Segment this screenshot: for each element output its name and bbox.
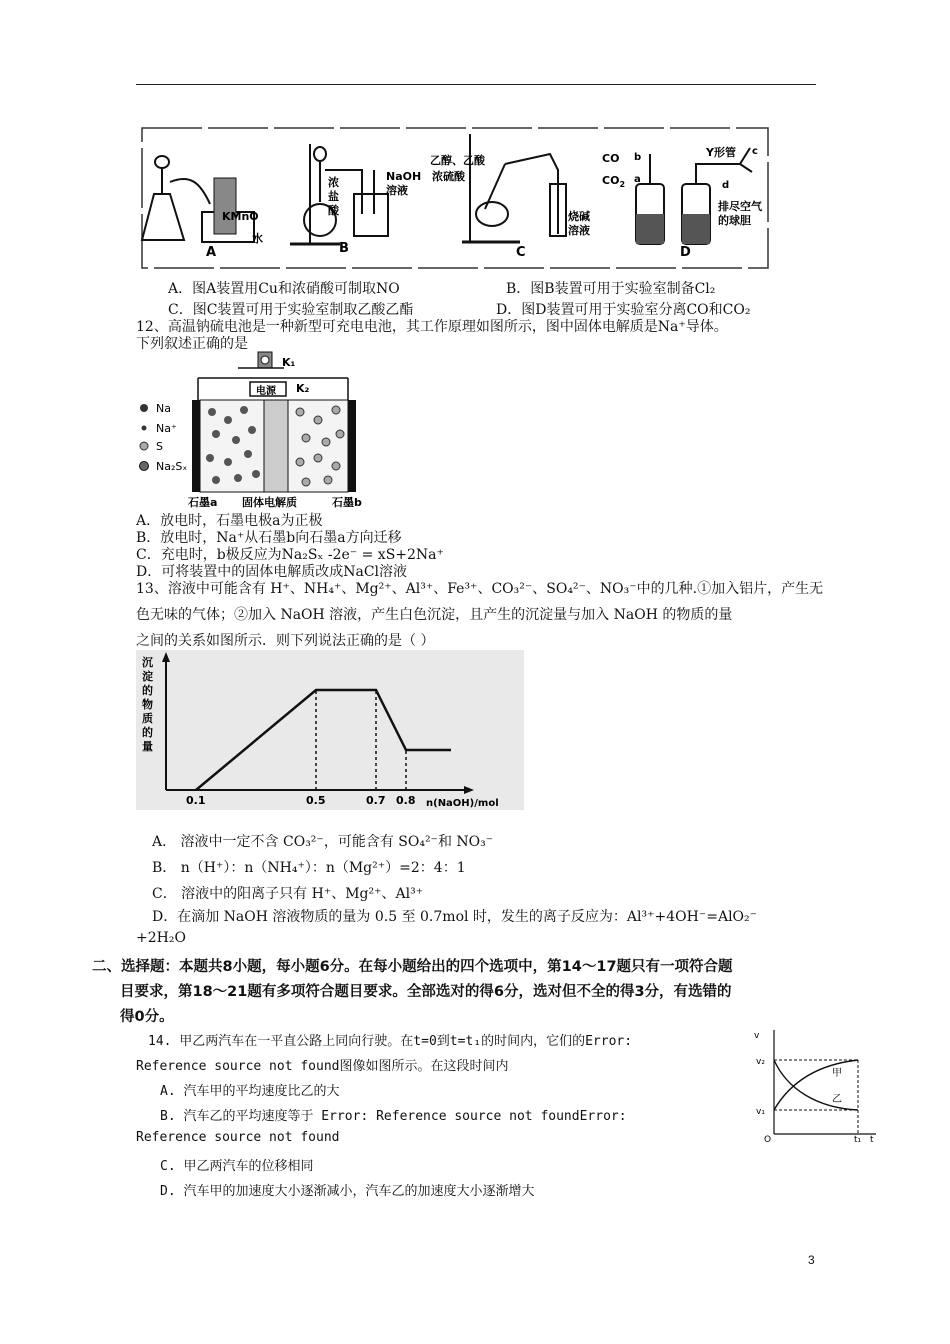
q13-x-label: n(NaOH)/mol (426, 798, 499, 809)
section2-line2: 目要求，第18～21题有多项符合题目要求。全部选对的得6分，选对但不全的得3分，有选错的 (120, 984, 732, 1000)
q13-chart (136, 650, 524, 810)
q12-option-a: A．放电时，石墨电极a为正极 (136, 513, 323, 529)
svg-text:酸: 酸 (328, 204, 339, 217)
q12-stem-line2: 下列叙述正确的是 (136, 336, 248, 352)
svg-text:盐: 盐 (328, 190, 339, 203)
q12-option-c: C．充电时，b极反应为Na₂Sₓ -2e⁻ = xS+2Na⁺ (136, 547, 444, 563)
apparatus-c (430, 134, 591, 260)
svg-text:石墨b: 石墨b (332, 496, 362, 509)
svg-text:Na: Na (156, 402, 171, 415)
svg-text:d: d (722, 180, 730, 191)
q14-curve-yi (774, 1060, 858, 1110)
svg-text:CO: CO (602, 152, 620, 165)
q12-option-b: B．放电时，Na⁺从石墨b向石墨a方向迁移 (136, 530, 402, 546)
q12-option-d: D．可将装置中的固体电解质改成NaCl溶液 (136, 564, 408, 580)
svg-text:b: b (634, 152, 642, 163)
q14-option-b-line1: B. 汽车乙的平均速度等于 Error: Reference source not foundError: (160, 1109, 627, 1124)
q13-y-label: 沉淀的物质的量 (142, 656, 153, 753)
q13-option-d: D．在滴加 NaOH 溶液物质的量为 0.5 至 0.7mol 时，发生的离子反应为：Al³⁺+4OH⁻=AlO₂⁻ (152, 909, 758, 925)
q12-stem-line1: 12、高温钠硫电池是一种新型可充电电池，其工作原理如图所示，图中固体电解质是Na⁺导体。 (136, 319, 728, 335)
q13-x-tick-label: 0.8 (396, 794, 416, 807)
svg-text:排尽空气: 排尽空气 (718, 200, 762, 213)
svg-text:v₂: v₂ (756, 1057, 765, 1067)
svg-text:Y形管: Y形管 (706, 146, 736, 159)
svg-text:电源: 电源 (256, 386, 276, 397)
svg-text:的球胆: 的球胆 (718, 214, 751, 227)
svg-text:浓硫酸: 浓硫酸 (432, 170, 465, 183)
svg-text:KMnO: KMnO (222, 210, 259, 223)
svg-text:C: C (516, 245, 526, 260)
q13-x-tick-label: 0.5 (306, 794, 326, 807)
svg-text:B: B (339, 241, 349, 256)
apparatus-b (290, 144, 421, 256)
q14-stem-line1: 14. 甲乙两汽车在一平直公路上同向行驶。在t=0到t=t₁的时间内，它们的Error: (148, 1034, 633, 1049)
svg-text:石墨a: 石墨a (188, 496, 218, 509)
svg-text:固体电解质: 固体电解质 (242, 496, 297, 509)
q11-option-d: D．图D装置可用于实验室分离CO和CO₂ (496, 302, 751, 318)
svg-text:NaOH: NaOH (386, 170, 422, 183)
svg-text:t: t (870, 1135, 874, 1142)
section2-line1: 二、选择题：本题共8小题，每小题6分。在每小题给出的四个选项中，第14～17题只有一项符合题 (92, 959, 733, 975)
q13-x-tick-label: 0.1 (186, 794, 206, 807)
q11-option-c: C．图C装置可用于实验室制取乙酸乙酯 (168, 302, 414, 318)
apparatus-d (602, 145, 763, 260)
q13-option-d-cont: +2H₂O (136, 930, 186, 946)
q12-battery-figure (136, 350, 376, 510)
q13-stem-line1: 13、溶液中可能含有 H⁺、NH₄⁺、Mg²⁺、Al³⁺、Fe³⁺、CO₃²⁻、SO₄²⁻、NO₃⁻中的几种.①加入铝片，产生无 (136, 581, 824, 597)
q13-option-a: A． 溶液中一定不含 CO₃²⁻，可能含有 SO₄²⁻和 NO₃⁻ (152, 834, 494, 850)
q14-stem-line2: Reference source not found图像如图所示。在这段时间内 (136, 1059, 509, 1074)
svg-text:CO2: $CO_2$ (602, 174, 626, 189)
q14-option-d: D. 汽车甲的加速度大小逐渐减小，汽车乙的加速度大小逐渐增大 (160, 1184, 535, 1199)
svg-text:乙: 乙 (832, 1094, 842, 1105)
svg-text:t₁: t₁ (854, 1135, 862, 1142)
section2-line3: 得0分。 (120, 1009, 174, 1025)
svg-text:S: S (156, 440, 163, 453)
q13-option-b: B． n（H⁺）：n（NH₄⁺）：n（Mg²⁺）=2：4：1 (152, 860, 466, 876)
svg-text:K₁: K₁ (282, 356, 296, 369)
q13-option-c: C． 溶液中的阳离子只有 H⁺、Mg²⁺、Al³⁺ (152, 886, 424, 902)
svg-text:c: c (752, 146, 758, 157)
svg-text:A: A (206, 245, 217, 260)
q14-option-c: C. 甲乙两汽车的位移相同 (160, 1159, 314, 1174)
q14-option-b-line2: Reference source not found (136, 1130, 340, 1145)
svg-text:D: D (680, 245, 691, 260)
q11-option-b: B．图B装置可用于实验室制备Cl₂ (506, 281, 716, 297)
svg-text:v: v (754, 1031, 760, 1041)
svg-text:Na⁺: Na⁺ (156, 422, 177, 435)
svg-text:a: a (634, 174, 641, 185)
svg-text:浓: 浓 (328, 176, 339, 189)
q13-x-tick-label: 0.7 (366, 794, 386, 807)
q11-apparatus-figure (140, 124, 770, 272)
svg-text:Na₂Sₓ: Na₂Sₓ (156, 460, 188, 473)
q14-vt-graph (752, 1024, 880, 1142)
svg-text:溶液: 溶液 (568, 224, 590, 237)
svg-text:甲: 甲 (832, 1068, 842, 1079)
q11-option-a: A．图A装置用Cu和浓硝酸可制取NO (168, 281, 400, 297)
q13-stem-line2: 色无味的气体；②加入 NaOH 溶液，产生白色沉淀，且产生的沉淀量与加入 NaOH 的物质的量 (136, 607, 733, 623)
apparatus-a (142, 156, 263, 260)
svg-text:v₁: v₁ (756, 1107, 765, 1117)
q14-option-a: A. 汽车甲的平均速度比乙的大 (160, 1084, 340, 1099)
svg-text:水: 水 (252, 232, 263, 245)
svg-text:K₂: K₂ (296, 382, 310, 395)
q14-curve-jia (774, 1060, 858, 1110)
svg-text:烧碱: 烧碱 (568, 210, 590, 223)
q13-stem-line3: 之间的关系如图所示．则下列说法正确的是（ ） (136, 633, 435, 649)
svg-text:O: O (764, 1135, 772, 1142)
page-number: 3 (808, 1253, 815, 1267)
header-rule (136, 84, 816, 85)
svg-text:溶液: 溶液 (386, 184, 408, 197)
svg-text:乙醇、乙酸: 乙醇、乙酸 (430, 154, 485, 167)
